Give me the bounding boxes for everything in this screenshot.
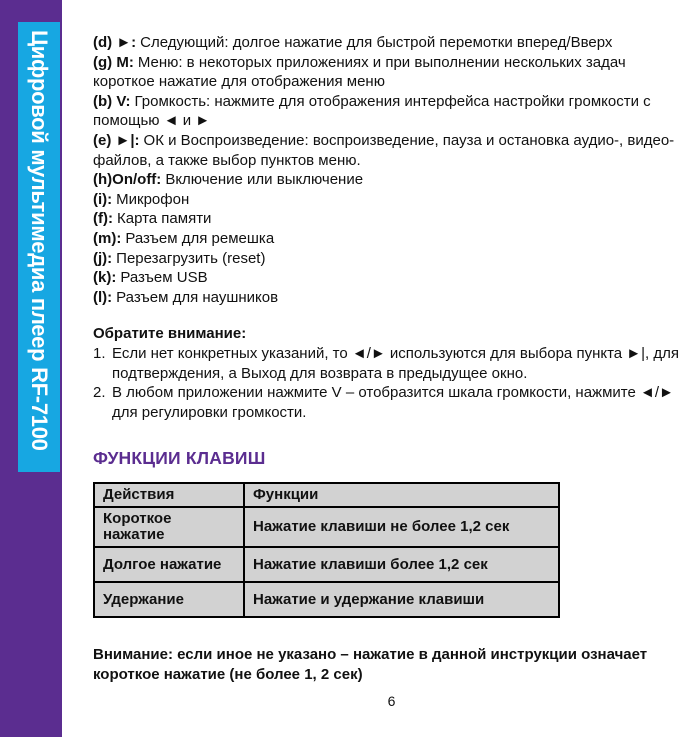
key-item-label: (g) M: bbox=[93, 53, 134, 71]
table-header-functions: Функции bbox=[244, 483, 559, 507]
key-item-label: (k): bbox=[93, 269, 117, 287]
key-item-text: Меню: в некоторых приложениях и при выполнении нескольких задач короткое нажатие для отображения меню bbox=[93, 53, 626, 91]
table-cell-action: Долгое нажатие bbox=[94, 547, 244, 582]
note-title: Обратите внимание: bbox=[93, 325, 247, 343]
key-item-label: (e) ►|: bbox=[93, 131, 140, 149]
key-item-text: Микрофон bbox=[116, 190, 190, 208]
key-item bbox=[93, 33, 690, 53]
table-cell-function: Нажатие клавиши более 1,2 сек bbox=[244, 547, 559, 582]
key-item bbox=[93, 53, 690, 92]
key-item-label: (h)On/off: bbox=[93, 171, 162, 189]
key-item-label: (b) V: bbox=[93, 92, 131, 110]
key-item-label: (i): bbox=[93, 190, 113, 208]
note-block bbox=[93, 324, 690, 422]
key-item-text: Следующий: долгое нажатие для быстрой перемотки вперед/Вверх bbox=[140, 34, 613, 51]
key-item-text: Включение или выключение bbox=[165, 171, 364, 189]
key-item-label: (l): bbox=[93, 288, 113, 306]
key-item bbox=[93, 92, 690, 131]
key-item bbox=[93, 131, 690, 170]
table-cell-function: Нажатие и удержание клавиши bbox=[244, 582, 559, 617]
sidebar bbox=[0, 0, 62, 737]
note-item-number: 1. bbox=[93, 344, 106, 362]
sidebar-title: Цифровой мультимедиа плеер RF-7100 bbox=[18, 22, 60, 472]
table-row bbox=[94, 507, 559, 547]
key-item-text: Карта памяти bbox=[116, 210, 212, 228]
table-header-row bbox=[94, 483, 559, 507]
key-item bbox=[93, 190, 690, 210]
key-item-label: (f): bbox=[93, 210, 113, 228]
footer-warning: Внимание: если иное не указано – нажатие в данной инструкции означает короткое нажатие (не более 1, 2 сек) bbox=[93, 646, 648, 684]
key-item bbox=[93, 288, 690, 308]
key-item bbox=[93, 209, 690, 229]
key-item-text: Разъем USB bbox=[120, 269, 208, 287]
section-heading: ФУНКЦИИ КЛАВИШ bbox=[93, 448, 266, 469]
key-item-label: (d) ►: bbox=[93, 34, 137, 51]
key-item-label: (j): bbox=[93, 249, 113, 267]
key-item-text: Перезагрузить (reset) bbox=[116, 249, 266, 267]
table-row bbox=[94, 547, 559, 582]
key-item-text: Разъем для наушников bbox=[116, 288, 279, 306]
key-item bbox=[93, 170, 690, 190]
key-item bbox=[93, 229, 690, 249]
note-item-text: Если нет конкретных указаний, то ◄/► используются для выбора пункта ►|, для подтверждения, а Выход для возврата в предыдущее окно. bbox=[112, 344, 679, 382]
table-cell-function: Нажатие клавиши не более 1,2 сек bbox=[244, 507, 559, 547]
table-header-actions: Действия bbox=[94, 483, 244, 507]
key-function-list bbox=[93, 33, 690, 307]
table-cell-action: Короткое нажатие bbox=[94, 507, 244, 547]
key-item bbox=[93, 268, 690, 288]
note-item bbox=[93, 383, 690, 422]
note-item-number: 2. bbox=[93, 384, 106, 402]
key-item-label: (m): bbox=[93, 229, 122, 247]
key-press-table bbox=[93, 482, 560, 618]
table-cell-action: Удержание bbox=[94, 582, 244, 617]
note-item bbox=[93, 344, 690, 383]
key-item-text: Громкость: нажмите для отображения интерфейса настройки громкости с помощью ◄ и ► bbox=[93, 92, 651, 130]
page-content bbox=[93, 33, 690, 685]
table-row bbox=[94, 582, 559, 617]
page-number: 6 bbox=[387, 693, 396, 709]
note-item-text: В любом приложении нажмите V – отобразится шкала громкости, нажмите ◄/► для регулировки громкости. bbox=[112, 384, 674, 421]
key-item bbox=[93, 249, 690, 269]
key-item-text: Разъем для ремешка bbox=[125, 229, 275, 247]
key-item-text: ОК и Воспроизведение: воспроизведение, пауза и остановка аудио-, видео- файлов, а также выбор пунктов меню. bbox=[93, 131, 675, 169]
